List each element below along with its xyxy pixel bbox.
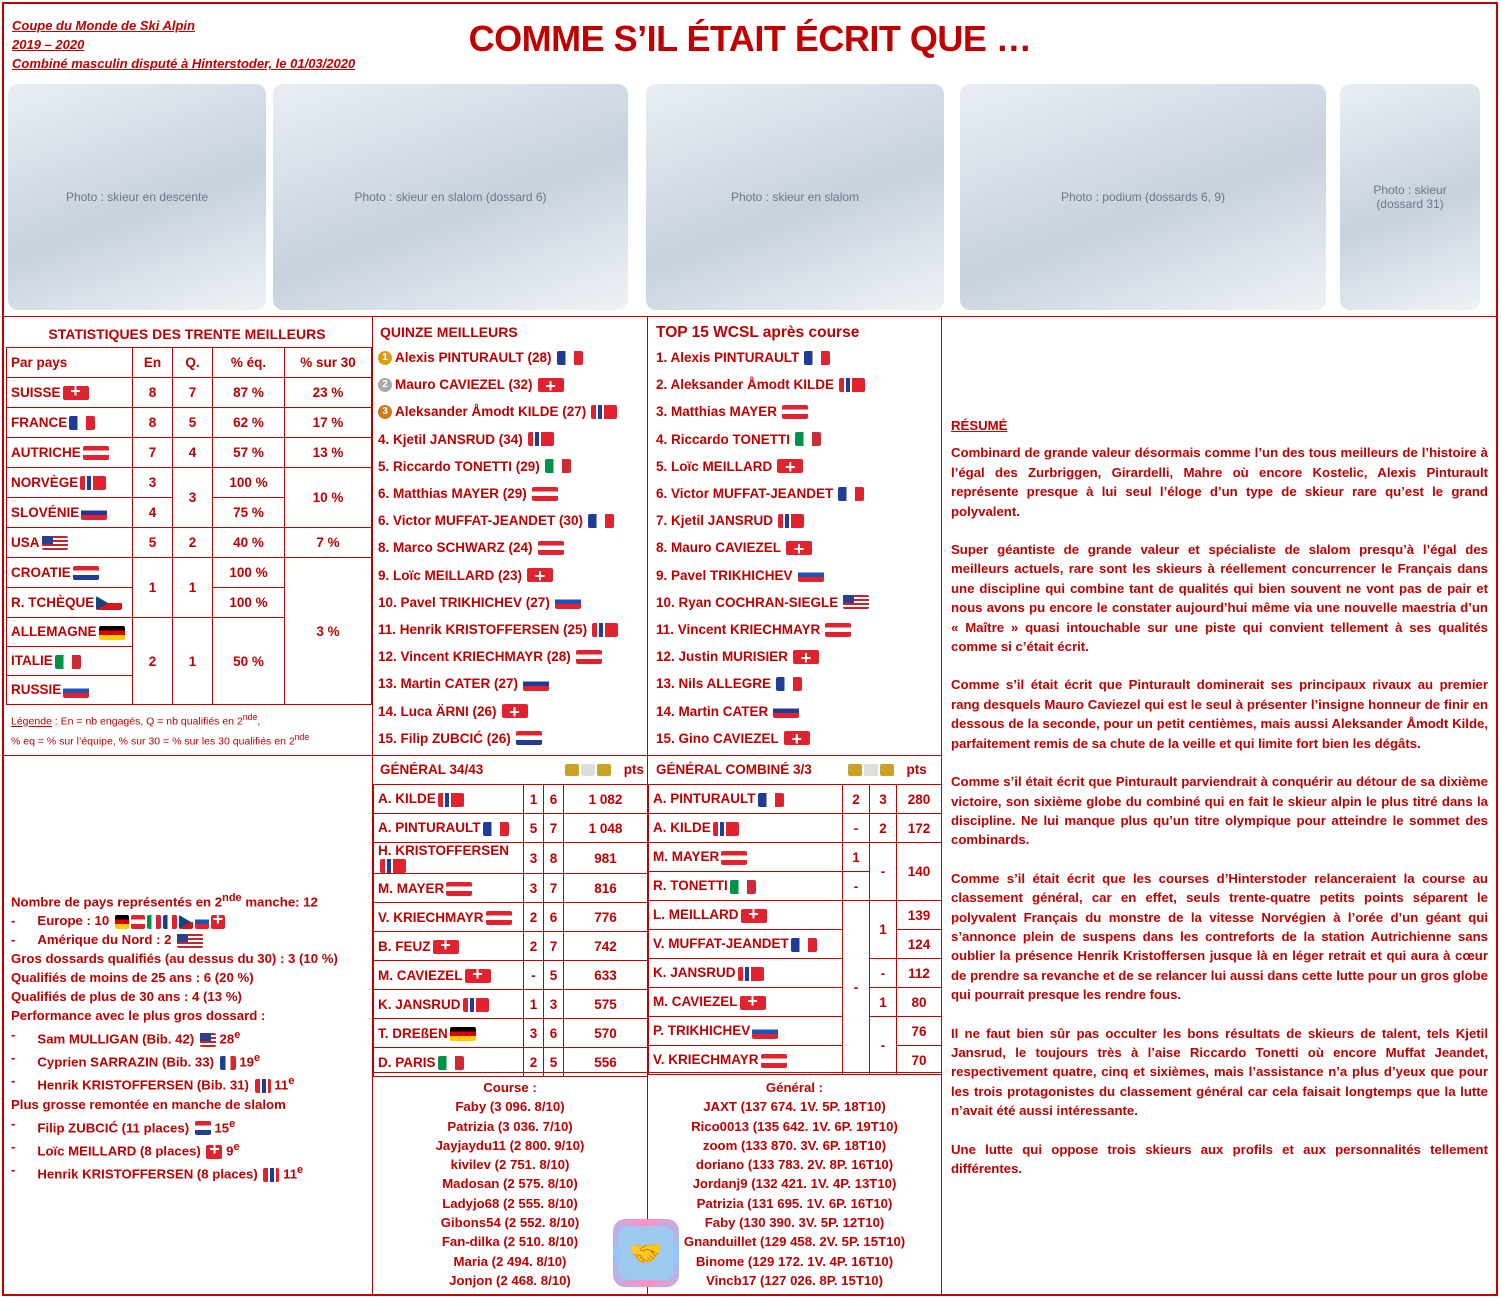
list-item: 4. Kjetil JANSRUD (34)	[378, 426, 618, 453]
col-country: Par pays	[7, 348, 133, 378]
list-item: 10. Pavel TRIKHICHEV (27)	[378, 589, 618, 616]
france-flag-icon	[776, 677, 802, 691]
photo-skier-31: Photo : skieur (dossard 31)	[1340, 84, 1480, 310]
list-item: 13. Martin CATER (27)	[378, 670, 618, 697]
table-row: ITALIE	[7, 647, 372, 676]
russia-flag-icon	[63, 684, 89, 698]
country-flag-icon	[450, 1027, 476, 1041]
list-item: 12. Vincent KRIECHMAYR (28)	[378, 643, 618, 670]
france-flag-icon	[804, 351, 830, 365]
country-flag-icon	[463, 998, 489, 1012]
list-item: Gibons54 (2 552. 8/10)	[440, 1215, 580, 1231]
list-item: 6. Victor MUFFAT-JEANDET	[656, 480, 869, 507]
summary-paragraph: Une lutte qui oppose trois skieurs aux profils et aux personnalités tellement différentes.	[951, 1141, 1488, 1176]
italy-flag-icon	[795, 432, 821, 446]
list-item: Patrizia (131 695. 1V. 6P. 16T10)	[696, 1195, 893, 1211]
list-item: kivilev (2 751. 8/10)	[450, 1157, 570, 1173]
list-item: 7. Kjetil JANSRUD	[656, 507, 869, 534]
combine-title: GÉNÉRAL COMBINÉ 3/3 pts	[656, 762, 927, 777]
list-item: doriano (133 783. 2V. 8P. 16T10)	[695, 1157, 894, 1173]
slovenia-flag-icon	[773, 704, 799, 718]
switzerland-flag-icon	[63, 386, 89, 400]
col-q: Q.	[173, 348, 213, 378]
table-row: CROATIE 1 1 100 % 3 %	[7, 558, 372, 588]
col-s30: % sur 30	[285, 348, 372, 378]
list-item: 6. Victor MUFFAT-JEANDET (30)	[378, 507, 618, 534]
col-eq: % éq.	[213, 348, 285, 378]
list-item: 9. Pavel TRIKHICHEV	[656, 562, 869, 589]
list-item: Rico0013 (135 642. 1V. 6P. 19T10)	[691, 1118, 898, 1134]
summary-paragraph: Il ne faut bien sûr pas occulter les bons résultats de skieurs de talent, tels Kjetil Jansrud, le toujours très à l’aise Riccardo Tonetti où encore Muffat Jeandet, respectivement quatre, cinq et sixièmes, mais l’assistance n’a plus d’yeux que pour les trois protagonistes du classement général car cela faisait longtemps que la lutte n’avait été aussi intéressante.	[951, 1025, 1488, 1119]
table-row: L. MEILLARD+ - 1 139	[649, 901, 942, 930]
table-row: A. KILDE - 2 172	[649, 814, 942, 843]
prono-general-title: Général :	[765, 1080, 824, 1095]
grid-line-top	[3, 316, 1497, 317]
switzerland-flag-icon	[793, 650, 819, 664]
switzerland-flag-icon	[527, 568, 553, 582]
list-item: 11. Henrik KRISTOFFERSEN (25)	[378, 616, 618, 643]
page-title: COMME S’IL ÉTAIT ÉCRIT QUE …	[468, 18, 1032, 59]
list-item: Patrizia (3 036. 7/10)	[447, 1118, 573, 1134]
summary-paragraph: Comme s’il était écrit que Pinturault parviendrait à conquérir au détour de sa dixième victoire, son sixième globe du combiné qui en fait le skieur alpin le plus titré dans la discipline. Ne lui manque plus qu’un titre olympique pour atteindre le sommet des combinards.	[951, 774, 1488, 848]
quinze-list	[378, 344, 618, 752]
bronze-medal-icon: 3	[378, 405, 392, 419]
list-item: Jordanj9 (132 421. 1V. 4P. 13T10)	[692, 1176, 897, 1192]
country-flag-icon	[433, 940, 459, 954]
austria-flag-icon	[532, 487, 558, 501]
france-flag-icon	[588, 514, 614, 528]
croatia-flag-icon	[516, 731, 542, 745]
usa-flag-icon	[42, 536, 68, 550]
table-row: M. MAYER 3 7 816	[374, 874, 648, 903]
event-line-3: Combiné masculin disputé à Hinterstoder, le 01/03/2020	[12, 56, 356, 71]
grid-line-mid	[3, 755, 942, 756]
list-item: 15. Gino CAVIEZEL +	[656, 725, 869, 752]
table-row: M. CAVIEZEL+ 1 80	[649, 988, 942, 1017]
norway-flag-icon	[839, 378, 865, 392]
switzerland-flag-icon	[538, 378, 564, 392]
france-flag-icon	[557, 351, 583, 365]
points-icon	[597, 764, 611, 776]
norway-flag-icon	[592, 623, 618, 637]
list-item: 5. Riccardo TONETTI (29)	[378, 453, 618, 480]
trophy-icon	[848, 764, 862, 776]
list-item: 12. Justin MURISIER +	[656, 643, 869, 670]
italy-flag-icon	[55, 655, 81, 669]
trophy-icon	[565, 764, 579, 776]
prono-general-block	[648, 1078, 941, 1290]
slovenia-flag-icon	[523, 677, 549, 691]
photo-slalom: Photo : skieur en slalom	[646, 84, 944, 310]
country-flag-icon	[380, 859, 406, 873]
list-item: 10. Ryan COCHRAN-SIEGLE	[656, 589, 869, 616]
list-item: Ladyjo68 (2 555. 8/10)	[442, 1195, 578, 1211]
summary-paragraph: Comme s’il était écrit que les courses d’Hinterstoder relanceraient la course au classement général, car en effet, seuls trente-quatre petits points séparent le polyvalent Français du monstre de la vitesse Norvégien à l’orée d’un géant qui s’annonce plein de suspens dans les contreforts de la station Autrichienne sans oublier la présence Henrik Kristoffersen jusque là en léger retrait et qui aura à cœur de prendre sa revanche et de se relancer lui aussi dans cette lutte pour un gros globe qui pourrait presque les rendre fous.	[951, 870, 1488, 1003]
list-item: Faby (130 390. 3V. 5P. 12T10)	[704, 1215, 885, 1231]
photo-podium: Photo : podium (dossards 6, 9)	[960, 84, 1326, 310]
croatia-flag-icon	[73, 566, 99, 580]
table-row: V. MUFFAT-JEANDET 124	[649, 930, 942, 959]
table-row: H. KRISTOFFERSEN 3 8 981	[374, 843, 648, 874]
table-row: FRANCE 8 5 62 % 17 %	[7, 408, 372, 438]
list-item: Jonjon (2 468. 8/10)	[449, 1272, 571, 1288]
stats30-title: STATISTIQUES DES TRENTE MEILLEURS	[48, 326, 326, 342]
norway-flag-icon	[80, 476, 106, 490]
switzerland-flag-icon	[777, 459, 803, 473]
photo-downhill: Photo : skieur en descente	[8, 84, 266, 310]
list-item: Jayjaydu11 (2 800. 9/10)	[435, 1137, 585, 1153]
table-row: R. TCHÈQUE 100 %	[7, 588, 372, 618]
table-row: NORVÈGE 3 3 100 % 10 %	[7, 468, 372, 498]
course-block	[373, 1078, 647, 1290]
table-row: A. KILDE 1 6 1 082	[374, 785, 648, 814]
table-row: SUISSE+ 8 7 87 % 23 %	[7, 378, 372, 408]
table-row: AUTRICHE 7 4 57 % 13 %	[7, 438, 372, 468]
col-en: En	[133, 348, 173, 378]
event-line-1: Coupe du Monde de Ski Alpin	[12, 18, 195, 33]
list-item: 3. Matthias MAYER	[656, 398, 869, 425]
italy-flag-icon	[545, 459, 571, 473]
switzerland-flag-icon	[786, 541, 812, 555]
country-flag-icon	[465, 969, 491, 983]
table-row: A. PINTURAULT 2 3 280	[649, 785, 942, 814]
list-item: Binome (129 172. 1V. 4P. 16T10)	[695, 1253, 894, 1269]
summary-paragraph: Comme s’il était écrit que Pinturault dominerait ses principaux rivaux au premier rang desquels Mauro Caviezel qui est le seul à présenter l’insigne honneur de finir en dessous de la seconde, pour un petit centièmes, mais aussi Aleksander Åmodt Kilde, parfaitement remis de sa chute de la veille et qui limite fort bien les dégâts.	[951, 677, 1488, 751]
switzerland-flag-icon	[502, 704, 528, 718]
norway-flag-icon	[528, 432, 554, 446]
usa-flag-icon	[843, 595, 869, 609]
switzerland-flag-icon	[784, 731, 810, 745]
czech-flag-icon	[96, 596, 122, 610]
points-icon	[880, 764, 894, 776]
event-line-2: 2019 – 2020	[12, 37, 85, 52]
summary-block	[951, 416, 1488, 1197]
usa-flag-icon	[177, 934, 203, 948]
table-row: RUSSIE	[7, 676, 372, 705]
list-item: Gnanduillet (129 458. 2V. 5P. 15T10)	[683, 1234, 906, 1250]
table-row: P. TRIKHICHEV - 76	[649, 1017, 942, 1046]
list-item: Madosan (2 575. 8/10)	[442, 1176, 578, 1192]
general-table	[373, 784, 648, 1077]
list-item: 14. Martin CATER	[656, 698, 869, 725]
handshake-icon: 🤝	[619, 1226, 673, 1280]
handshake-logo	[613, 1219, 679, 1287]
country-flag-icon	[483, 822, 509, 836]
list-item: 5. Loïc MEILLARD +	[656, 453, 869, 480]
norway-flag-icon	[778, 514, 804, 528]
summary-paragraph: Super géantiste de grande valeur et spécialiste de slalom presqu’à l’égal des meilleurs actuels, rare sont les skieurs à réellement concurrencer le Français dans une discipline qui combine tant de qualités qui bien souvent ne vont pas de pair et nous avons pu encore le constater aujourd’hui même via une nouvelle maestria d’un « Maître » quasi intouchable sur une piste qui convient tellement à ses qualités comme si c’était écrit.	[951, 542, 1488, 655]
list-item: 1 Alexis PINTURAULT (28)	[378, 344, 618, 371]
wcsl-title: TOP 15 WCSL après course	[656, 324, 860, 341]
list-item: 3 Aleksander Åmodt KILDE (27)	[378, 398, 618, 425]
summary-paragraph: Combinard de grande valeur désormais comme l’un des tous meilleurs de l’histoire à l’égal des Zurbriggen, Girardelli, Mahre où encore Kostelic, Alexis Pinturault représente presque à lui seul l’éloge d’un type de skieur rare qu’est le grand polyvalent.	[951, 445, 1488, 519]
austria-flag-icon	[825, 623, 851, 637]
table-row: K. JANSRUD - 112	[649, 959, 942, 988]
photo-slalom-6: Photo : skieur en slalom (dossard 6)	[273, 84, 628, 310]
silver-medal-icon: 2	[378, 378, 392, 392]
list-item: Maria (2 494. 8/10)	[453, 1253, 567, 1269]
globe-icon	[864, 764, 878, 776]
list-item: 1. Alexis PINTURAULT	[656, 344, 869, 371]
combine-table	[648, 784, 942, 1075]
france-flag-icon	[69, 416, 95, 430]
stats2-block: Nombre de pays représentés en 2nde manche: 12 - Europe : 10 + - Amérique du Nord : 2 Gros dossards qualifiés (au dessus du 30) : 3 (10 %) Qualifiés de moins de 25 ans : 6 (20 %) Qualifiés de plus de 30 ans : 4 (13 %) Performance avec le plus gros dossard : - Sam MULLIGAN (Bib. 42) 28e - Cyprien SARRAZIN (Bib. 33) 19e - Henrik KRISTOFFERSEN (Bib. 31) 11e Plus grosse remontée en manche de slalom - Filip ZUBCIĆ (11 places) 15e - Loïc MEILLARD (8 places) + 9e - Henrik KRISTOFFERSEN (8 places) 11e	[11, 889, 369, 1184]
stats30-table	[6, 347, 372, 705]
table-row: R. TONETTI -	[649, 872, 942, 901]
list-item: 14. Luca ÄRNI (26) +	[378, 698, 618, 725]
general-title: GÉNÉRAL 34/43 pts	[380, 762, 644, 777]
event-info	[12, 16, 355, 73]
table-row: B. FEUZ+ 2 7 742	[374, 932, 648, 961]
country-flag-icon	[438, 1056, 464, 1070]
list-item: 2. Aleksander Åmodt KILDE	[656, 371, 869, 398]
russia-flag-icon	[555, 595, 581, 609]
table-row: V. KRIECHMAYR 2 6 776	[374, 903, 648, 932]
wcsl-list	[656, 344, 869, 752]
list-item: 11. Vincent KRIECHMAYR	[656, 616, 869, 643]
austria-flag-icon	[538, 541, 564, 555]
germany-flag-icon	[99, 626, 125, 640]
list-item: Faby (3 096. 8/10)	[455, 1099, 565, 1115]
list-item: Vincb17 (127 026. 8P. 15T10)	[706, 1272, 883, 1288]
table-row: USA 5 2 40 % 7 %	[7, 528, 372, 558]
country-flag-icon	[486, 911, 512, 925]
table-row: ALLEMAGNE 2 1 50 %	[7, 618, 372, 647]
trophy-icon: 1	[378, 351, 392, 365]
table-row: D. PARIS 2 5 556	[374, 1048, 648, 1077]
table-row: SLOVÉNIE 4 75 %	[7, 498, 372, 528]
russia-flag-icon	[798, 568, 824, 582]
list-item: 4. Riccardo TONETTI	[656, 426, 869, 453]
slovenia-flag-icon	[81, 506, 107, 520]
list-item: 9. Loïc MEILLARD (23) +	[378, 562, 618, 589]
list-item: 6. Matthias MAYER (29)	[378, 480, 618, 507]
list-item: 13. Nils ALLEGRE	[656, 670, 869, 697]
table-row: K. JANSRUD 1 3 575	[374, 990, 648, 1019]
austria-flag-icon	[83, 446, 109, 460]
list-item: 15. Filip ZUBCIĆ (26)	[378, 725, 618, 752]
list-item: Fan-dilka (2 510. 8/10)	[441, 1234, 579, 1250]
list-item: zoom (133 870. 3V. 6P. 18T10)	[702, 1137, 887, 1153]
table-row: M. CAVIEZEL+ - 5 633	[374, 961, 648, 990]
norway-flag-icon	[591, 405, 617, 419]
course-title: Course :	[483, 1080, 537, 1095]
list-item: 8. Mauro CAVIEZEL +	[656, 534, 869, 561]
france-flag-icon	[838, 487, 864, 501]
quinze-title: QUINZE MEILLEURS	[380, 324, 518, 340]
austria-flag-icon	[782, 405, 808, 419]
country-flag-icon	[438, 793, 464, 807]
table-row: V. KRIECHMAYR 70	[649, 1046, 942, 1075]
stats30-legend: Légende : En = nb engagés, Q = nb qualifiés en 2nde, % eq = % sur l’équipe, % sur 30 = % sur les 30 qualifiés en 2nde	[11, 712, 310, 747]
country-flag-icon	[446, 882, 472, 896]
table-row: T. DREßEN 3 6 570	[374, 1019, 648, 1048]
globe-icon	[581, 764, 595, 776]
table-row: M. MAYER 1 - 140	[649, 843, 942, 872]
austria-flag-icon	[576, 650, 602, 664]
table-row: A. PINTURAULT 5 7 1 048	[374, 814, 648, 843]
list-item: 8. Marco SCHWARZ (24)	[378, 534, 618, 561]
list-item: JAXT (137 674. 1V. 5P. 18T10)	[703, 1099, 886, 1115]
list-item: 2 Mauro CAVIEZEL (32) +	[378, 371, 618, 398]
summary-title: RÉSUMÉ	[951, 418, 1008, 433]
